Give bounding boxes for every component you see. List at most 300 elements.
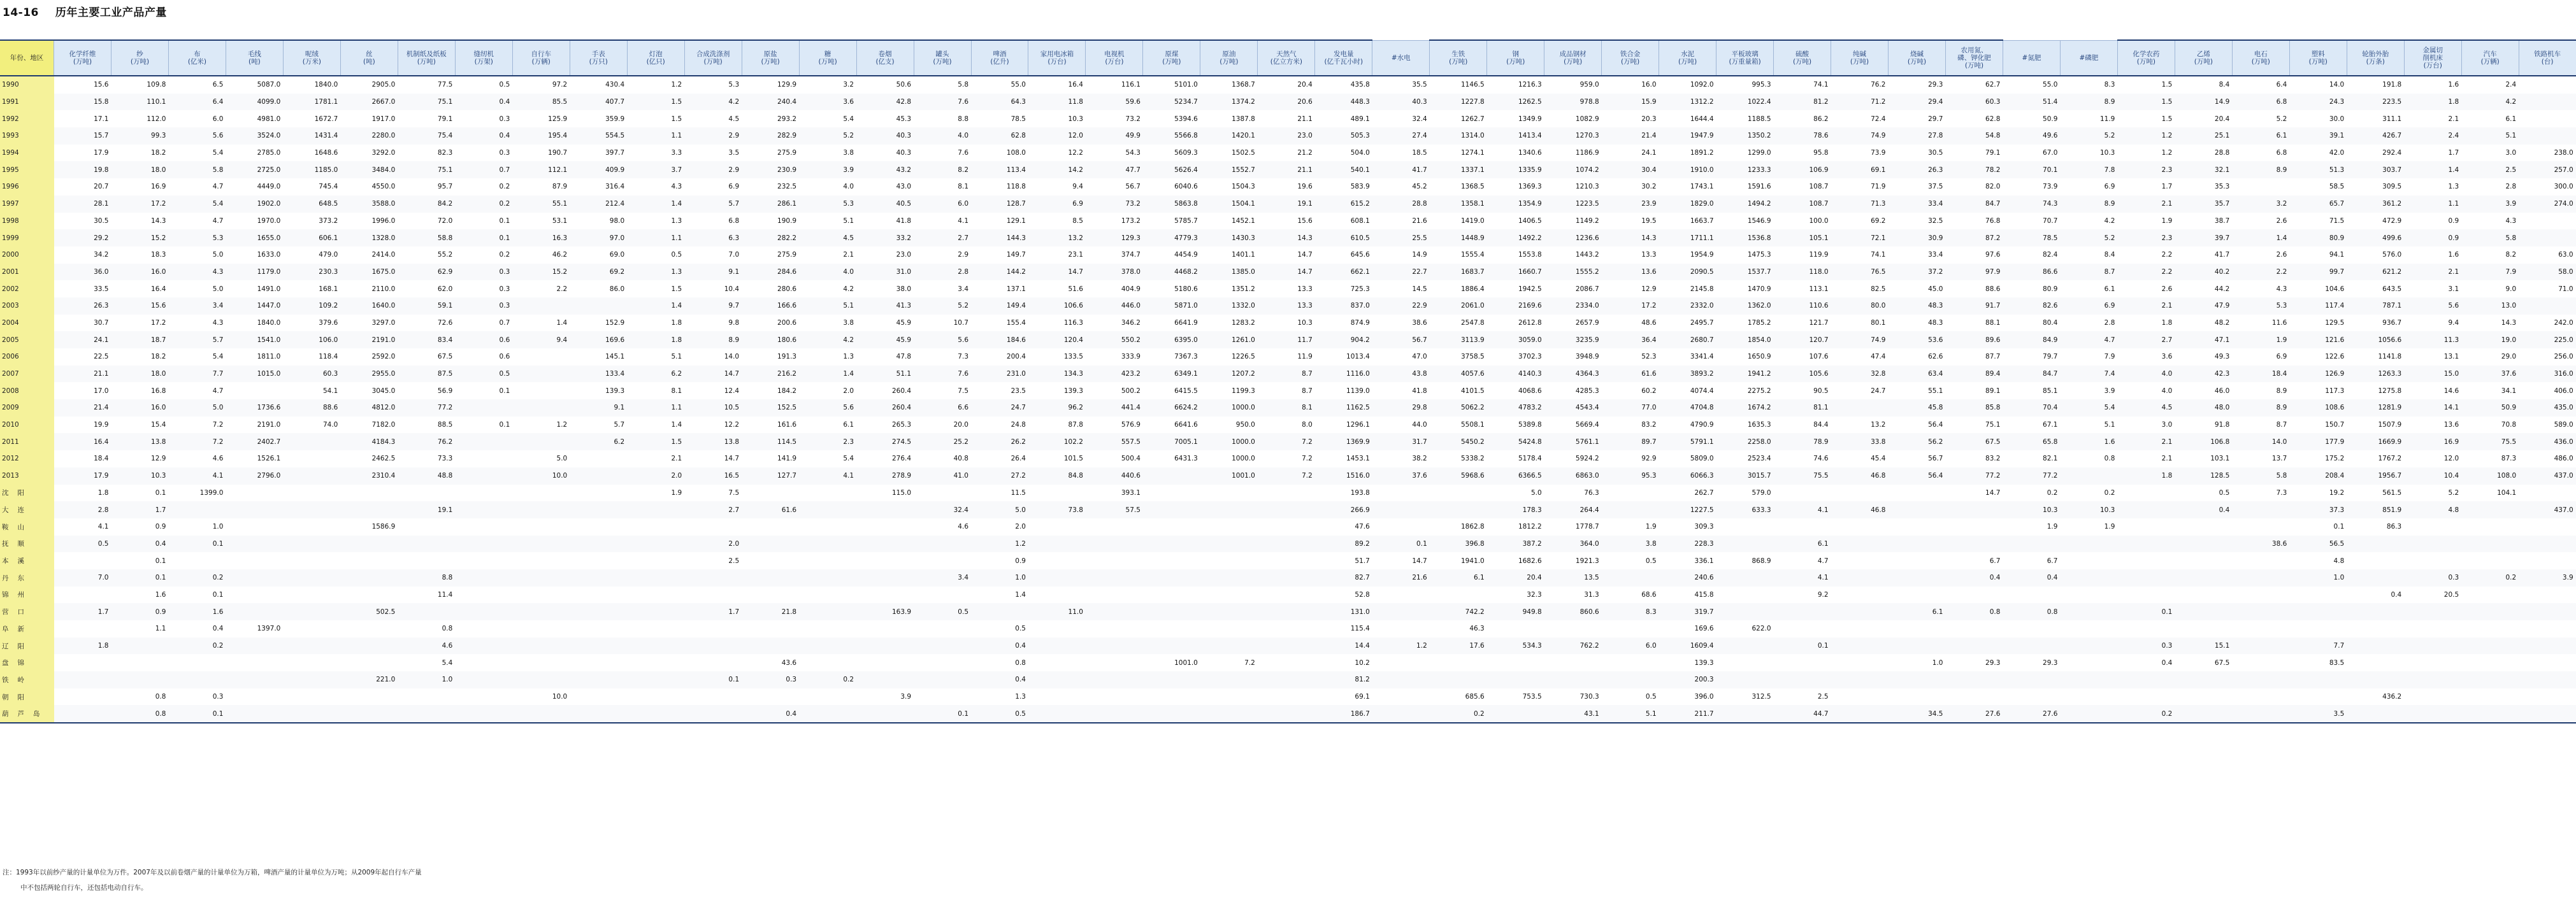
table-cell: 0.9 <box>1015 557 1026 565</box>
table-cell <box>2232 620 2289 638</box>
table-cell: 1910.0 <box>1659 161 1716 178</box>
table-cell: 5785.7 <box>1174 217 1198 225</box>
table-cell: 2.7 <box>2117 331 2175 348</box>
table-cell <box>570 638 627 655</box>
table-cell <box>914 587 971 604</box>
table-cell: 24.1 <box>54 331 112 348</box>
table-row <box>0 76 2576 94</box>
table-cell: 1552.7 <box>1200 161 1258 178</box>
table-cell: 1.7 <box>54 603 112 620</box>
table-cell: 8.1 <box>671 387 682 395</box>
table-cell <box>283 501 340 518</box>
table-cell <box>1086 620 1143 638</box>
table-cell: 5.3 <box>728 81 740 89</box>
table-cell: 191.3 <box>777 353 797 361</box>
table-cell: 89.7 <box>1602 433 1659 450</box>
table-cell: 0.3 <box>499 149 510 157</box>
table-cell: 4779.3 <box>1143 229 1200 246</box>
table-cell <box>1086 552 1143 569</box>
table-cell: 1349.9 <box>1518 115 1542 123</box>
table-cell: 1335.9 <box>1487 161 1544 178</box>
table-cell: 6415.5 <box>1174 387 1198 395</box>
table-cell <box>2404 620 2461 638</box>
table-cell: 20.4 <box>1487 569 1544 587</box>
table-cell: 8.5 <box>1072 217 1083 225</box>
table-cell: 16.4 <box>151 285 166 293</box>
table-cell: 41.7 <box>1372 161 1430 178</box>
table-cell: 117.4 <box>2289 297 2347 315</box>
table-cell <box>455 501 512 518</box>
table-cell <box>1716 587 1774 604</box>
table-cell <box>1028 552 1086 569</box>
table-cell: 2275.2 <box>1747 387 1771 395</box>
table-cell <box>742 536 799 553</box>
table-cell <box>1889 569 1946 587</box>
table-cell <box>856 569 914 587</box>
table-cell <box>2175 552 2232 569</box>
table-cell: 500.4 <box>1121 455 1140 463</box>
table-cell <box>1774 485 1831 502</box>
table-cell: 14.5 <box>1412 285 1427 293</box>
column-header: 农用氮、 磷、钾化肥 (万吨) <box>1945 40 2003 76</box>
table-cell: 74.6 <box>1813 455 1829 463</box>
table-cell: 5968.6 <box>1430 467 1487 485</box>
table-cell: 1139.0 <box>1346 387 1370 395</box>
table-cell: 75.4 <box>398 127 455 145</box>
table-cell: 2.0 <box>684 536 742 553</box>
table-cell: 1162.5 <box>1315 399 1372 417</box>
table-cell: 2.5 <box>1817 693 1829 701</box>
table-cell: 851.9 <box>2347 501 2404 518</box>
table-cell: 1092.0 <box>1690 81 1714 89</box>
table-title: 历年主要工业产品产量 <box>55 6 167 19</box>
table-cell: 67.0 <box>2043 149 2058 157</box>
table-cell: 173.2 <box>1121 217 1140 225</box>
table-cell: 33.2 <box>856 229 914 246</box>
table-cell: 15.0 <box>2404 366 2461 383</box>
table-cell <box>1372 688 1430 706</box>
table-cell: 1226.5 <box>1232 353 1255 361</box>
table-cell: 1056.6 <box>2347 331 2404 348</box>
table-cell: 177.9 <box>2289 433 2347 450</box>
table-cell: 40.5 <box>856 196 914 213</box>
table-cell: 1233.3 <box>1716 161 1774 178</box>
table-cell: 59.1 <box>398 297 455 315</box>
table-cell: 0.4 <box>742 705 799 723</box>
table-cell: 5566.8 <box>1143 127 1200 145</box>
table-cell: 13.3 <box>1641 251 1657 259</box>
table-cell: 1.8 <box>54 638 112 655</box>
table-cell: 4.1 <box>799 467 856 485</box>
table-cell: 6.7 <box>2047 557 2058 565</box>
table-cell <box>570 654 627 671</box>
column-header: 手表 (万只) <box>570 40 627 76</box>
table-cell <box>2347 536 2404 553</box>
table-cell: 2191.0 <box>340 331 398 348</box>
table-cell <box>2347 569 2404 587</box>
table-cell <box>512 501 570 518</box>
table-cell: 0.2 <box>499 251 510 259</box>
table-cell: 91.8 <box>2214 421 2230 429</box>
table-cell: 1000.0 <box>1232 455 1255 463</box>
table-cell: 17.2 <box>151 318 166 327</box>
table-row <box>0 518 2576 536</box>
table-cell <box>2347 638 2404 655</box>
table-cell <box>1200 603 1258 620</box>
table-cell: 1022.4 <box>1716 94 1774 111</box>
table-cell: 5.4 <box>168 196 226 213</box>
table-cell: 5178.4 <box>1518 455 1542 463</box>
table-cell: 4.2 <box>799 331 856 348</box>
table-cell: 1236.6 <box>1544 229 1602 246</box>
table-cell <box>226 518 283 536</box>
table-cell <box>742 620 799 638</box>
table-cell: 1886.4 <box>1460 285 1485 293</box>
table-cell: 87.3 <box>2501 455 2517 463</box>
table-cell: 108.7 <box>1774 196 1831 213</box>
table-cell: 87.2 <box>1945 229 2003 246</box>
table-cell: 7.9 <box>2104 353 2115 361</box>
table-cell: 240.4 <box>742 94 799 111</box>
table-cell: 78.5 <box>2003 229 2060 246</box>
table-cell: 260.4 <box>856 399 914 417</box>
table-cell: 5.0 <box>212 251 224 259</box>
table-cell <box>570 620 627 638</box>
row-label: 2002 <box>0 280 54 297</box>
table-cell: 72.4 <box>1871 115 1886 123</box>
table-cell: 37.5 <box>1928 183 1943 191</box>
table-cell: 2905.0 <box>371 81 396 89</box>
table-cell: 1655.0 <box>226 229 283 246</box>
table-cell <box>2232 569 2289 587</box>
table-cell <box>2289 671 2347 688</box>
table-cell <box>1774 654 1831 671</box>
table-cell: 5.0 <box>212 285 224 293</box>
table-cell: 1.3 <box>2448 183 2459 191</box>
table-cell: 2.7 <box>684 501 742 518</box>
table-cell: 6.3 <box>684 229 742 246</box>
table-cell <box>2461 688 2519 706</box>
table-cell <box>627 671 684 688</box>
table-cell: 62.9 <box>398 264 455 281</box>
table-cell: 1672.7 <box>314 115 338 123</box>
table-cell: 950.0 <box>1235 421 1255 429</box>
table-cell: 190.9 <box>777 217 797 225</box>
table-cell <box>2232 501 2289 518</box>
table-cell <box>1544 620 1602 638</box>
table-cell <box>2519 587 2575 604</box>
table-cell: 69.0 <box>609 251 625 259</box>
table-cell: 1491.0 <box>257 285 281 293</box>
table-cell: 12.9 <box>151 455 166 463</box>
table-cell: 175.2 <box>2325 455 2345 463</box>
table-cell: 1.9 <box>2047 523 2058 531</box>
table-cell <box>1028 654 1086 671</box>
table-cell: 280.6 <box>777 285 797 293</box>
table-cell <box>512 536 570 553</box>
table-cell: 8.7 <box>2276 421 2287 429</box>
table-cell: 0.1 <box>1372 536 1430 553</box>
table-cell <box>627 536 684 553</box>
table-cell: 0.8 <box>2104 455 2115 463</box>
table-cell <box>799 603 856 620</box>
table-cell: 80.0 <box>1831 297 1889 315</box>
table-cell <box>512 705 570 723</box>
table-cell: 1902.0 <box>226 196 283 213</box>
table-cell: 12.2 <box>724 421 740 429</box>
table-cell: 7.0 <box>54 569 112 587</box>
table-cell: 12.0 <box>2443 455 2459 463</box>
table-cell <box>799 569 856 587</box>
table-cell <box>1831 654 1889 671</box>
table-cell: 28.8 <box>2214 149 2230 157</box>
table-cell <box>627 638 684 655</box>
column-header: 布 (亿米) <box>168 40 226 76</box>
table-cell: 13.3 <box>1258 297 1315 315</box>
table-cell: 1862.8 <box>1460 523 1485 531</box>
table-cell: 1299.0 <box>1747 149 1771 157</box>
table-cell: 5669.4 <box>1575 421 1599 429</box>
table-cell: 3.7 <box>627 161 684 178</box>
table-cell: 2402.7 <box>226 433 283 450</box>
table-cell <box>2175 603 2232 620</box>
table-cell: 2785.0 <box>257 149 281 157</box>
table-cell: 1470.9 <box>1747 285 1771 293</box>
table-cell <box>54 654 112 671</box>
table-cell: 6.0 <box>212 115 224 123</box>
table-cell: 71.5 <box>2329 217 2345 225</box>
table-cell: 1586.9 <box>371 523 396 531</box>
table-cell: 0.4 <box>111 536 168 553</box>
table-cell: 1452.1 <box>1232 217 1255 225</box>
table-cell: 62.8 <box>971 127 1028 145</box>
table-cell: 1778.7 <box>1575 523 1599 531</box>
table-cell: 200.4 <box>1006 353 1026 361</box>
table-cell: 3.8 <box>1602 536 1659 553</box>
table-cell: 4.7 <box>212 183 224 191</box>
table-cell <box>512 297 570 315</box>
table-cell: 52.3 <box>1641 353 1657 361</box>
table-cell <box>2519 552 2575 569</box>
table-cell: 34.1 <box>2501 387 2517 395</box>
table-cell: 26.2 <box>971 433 1028 450</box>
table-cell: 139.3 <box>1694 659 1714 667</box>
column-header: 成品钢材 (万吨) <box>1544 40 1602 76</box>
table-cell: 5761.1 <box>1544 433 1602 450</box>
table-cell: 1553.8 <box>1518 251 1542 259</box>
table-cell <box>2461 501 2519 518</box>
table-cell: 4.6 <box>212 455 224 463</box>
table-row <box>0 229 2576 246</box>
table-cell: 8.4 <box>2219 81 2230 89</box>
table-cell: 3524.0 <box>226 127 283 145</box>
table-cell: 23.9 <box>1602 196 1659 213</box>
table-cell: 5.2 <box>2276 115 2287 123</box>
table-cell: 499.6 <box>2347 229 2404 246</box>
table-cell: 144.2 <box>971 264 1028 281</box>
table-cell: 446.0 <box>1086 297 1143 315</box>
table-cell <box>455 620 512 638</box>
column-header: 糖 (万吨) <box>799 40 856 76</box>
table-cell: 1223.5 <box>1544 196 1602 213</box>
table-cell: 2.0 <box>843 387 854 395</box>
table-cell <box>1487 705 1544 723</box>
table-cell <box>1831 569 1889 587</box>
table-cell: 1431.4 <box>283 127 340 145</box>
table-cell: 1494.2 <box>1716 196 1774 213</box>
table-cell <box>2003 671 2060 688</box>
table-cell: 74.1 <box>1871 251 1886 259</box>
table-cell <box>283 485 340 502</box>
table-cell: 61.6 <box>742 501 799 518</box>
table-cell: 436.0 <box>2519 433 2575 450</box>
table-cell: 6.2 <box>570 433 627 450</box>
table-cell: 1743.1 <box>1690 183 1714 191</box>
table-cell: 7.2 <box>1258 433 1315 450</box>
table-cell: 1812.2 <box>1518 523 1542 531</box>
table-cell: 2.4 <box>2505 81 2517 89</box>
table-cell: 0.9 <box>2404 229 2461 246</box>
table-cell <box>1143 536 1200 553</box>
table-cell: 4.8 <box>2404 501 2461 518</box>
table-cell <box>226 382 283 399</box>
table-cell <box>1372 501 1430 518</box>
table-cell: 5.6 <box>2404 297 2461 315</box>
table-cell <box>512 366 570 383</box>
table-cell: 540.1 <box>1315 161 1372 178</box>
table-cell <box>1086 705 1143 723</box>
table-cell: 2.6 <box>2161 285 2173 293</box>
table-cell <box>1716 536 1774 553</box>
table-cell: 5.4 <box>442 659 453 667</box>
table-cell: 1.6 <box>155 590 166 599</box>
table-cell: 257.0 <box>2519 161 2575 178</box>
table-cell: 240.6 <box>1659 569 1716 587</box>
table-cell: 48.8 <box>398 467 455 485</box>
table-cell: 0.2 <box>168 569 226 587</box>
table-cell: 3893.2 <box>1659 366 1716 383</box>
table-cell: 7.2 <box>1258 467 1315 485</box>
table-cell: 4449.0 <box>257 183 281 191</box>
table-cell <box>2289 603 2347 620</box>
table-cell: 1448.9 <box>1430 229 1487 246</box>
table-cell: 407.7 <box>570 94 627 111</box>
table-cell: 40.3 <box>856 127 914 145</box>
table-cell <box>2289 620 2347 638</box>
table-cell: 1275.8 <box>2378 387 2402 395</box>
table-cell: 762.2 <box>1544 638 1602 655</box>
table-cell <box>2519 213 2575 230</box>
table-cell: 14.1 <box>2404 399 2461 417</box>
table-cell: 48.0 <box>2175 399 2232 417</box>
table-cell: 62.7 <box>1985 81 2001 89</box>
table-cell: 11.4 <box>437 590 453 599</box>
table-row <box>0 145 2576 162</box>
table-cell <box>2060 705 2117 723</box>
table-cell <box>2461 654 2519 671</box>
table-cell <box>2519 485 2575 502</box>
table-cell: 121.7 <box>1809 318 1829 327</box>
table-cell: 20.4 <box>1297 81 1313 89</box>
table-cell: 2.1 <box>2117 196 2175 213</box>
table-cell: 7.8 <box>2060 161 2117 178</box>
table-cell <box>684 569 742 587</box>
table-cell: 47.6 <box>1355 523 1370 531</box>
table-cell: 49.6 <box>2003 127 2060 145</box>
table-cell: 3.2 <box>843 81 854 89</box>
row-label: 2009 <box>0 399 54 417</box>
table-cell: 18.0 <box>111 366 168 383</box>
table-cell: 56.5 <box>2289 536 2347 553</box>
table-cell: 4099.0 <box>226 94 283 111</box>
table-cell: 85.1 <box>2043 387 2058 395</box>
table-cell: 184.6 <box>971 331 1028 348</box>
table-cell: 374.7 <box>1121 251 1140 259</box>
table-cell: 1504.1 <box>1200 196 1258 213</box>
table-cell: 16.8 <box>151 387 166 395</box>
table-cell: 1328.0 <box>340 229 398 246</box>
table-cell: 1.5 <box>2161 81 2173 89</box>
table-row <box>0 280 2576 297</box>
column-header: #磷肥 <box>2060 40 2117 76</box>
table-cell: 1546.9 <box>1747 217 1771 225</box>
table-cell: 396.8 <box>1430 536 1487 553</box>
table-cell: 30.7 <box>94 318 109 327</box>
table-row <box>0 246 2576 264</box>
table-cell <box>2404 638 2461 655</box>
table-cell: 2612.8 <box>1518 318 1542 327</box>
table-cell: 152.9 <box>605 318 625 327</box>
table-cell: 1.9 <box>671 488 682 497</box>
table-row <box>0 110 2576 127</box>
row-label: 抚顺 <box>0 536 54 553</box>
table-cell <box>283 433 340 450</box>
table-cell: 0.5 <box>455 366 512 383</box>
table-cell: 21.6 <box>1372 569 1430 587</box>
table-cell <box>1831 587 1889 604</box>
table-cell: 12.2 <box>1068 149 1083 157</box>
table-cell: 38.6 <box>2232 536 2289 553</box>
table-cell: 4.6 <box>398 638 455 655</box>
table-cell: 4.0 <box>914 127 971 145</box>
table-cell: 4.2 <box>2104 217 2115 225</box>
table-cell: 1.9 <box>2232 331 2289 348</box>
table-cell: 38.7 <box>2214 217 2230 225</box>
table-cell: 24.1 <box>1641 149 1657 157</box>
table-cell: 3.1 <box>2448 285 2459 293</box>
table-cell: 62.8 <box>1985 115 2001 123</box>
table-cell: 25.2 <box>914 433 971 450</box>
table-cell: 8.9 <box>2232 161 2289 178</box>
table-cell: 118.4 <box>319 353 338 361</box>
table-cell: 12.4 <box>724 387 740 395</box>
table-cell: 45.2 <box>1412 183 1427 191</box>
table-cell: 4.1 <box>1774 569 1831 587</box>
table-cell: 8.7 <box>1258 366 1315 383</box>
column-header: 纯碱 (万吨) <box>1831 40 1889 76</box>
table-cell: 32.4 <box>914 501 971 518</box>
table-cell <box>2175 705 2232 723</box>
table-cell: 86.0 <box>609 285 625 293</box>
table-cell <box>1602 485 1659 502</box>
table-cell: 1917.0 <box>371 115 396 123</box>
table-row <box>0 620 2576 638</box>
table-cell: 120.4 <box>1028 331 1086 348</box>
table-cell: 30.5 <box>94 217 109 225</box>
row-label: 沈阳 <box>0 485 54 502</box>
table-cell: 50.6 <box>896 81 912 89</box>
table-cell: 51.1 <box>856 366 914 383</box>
